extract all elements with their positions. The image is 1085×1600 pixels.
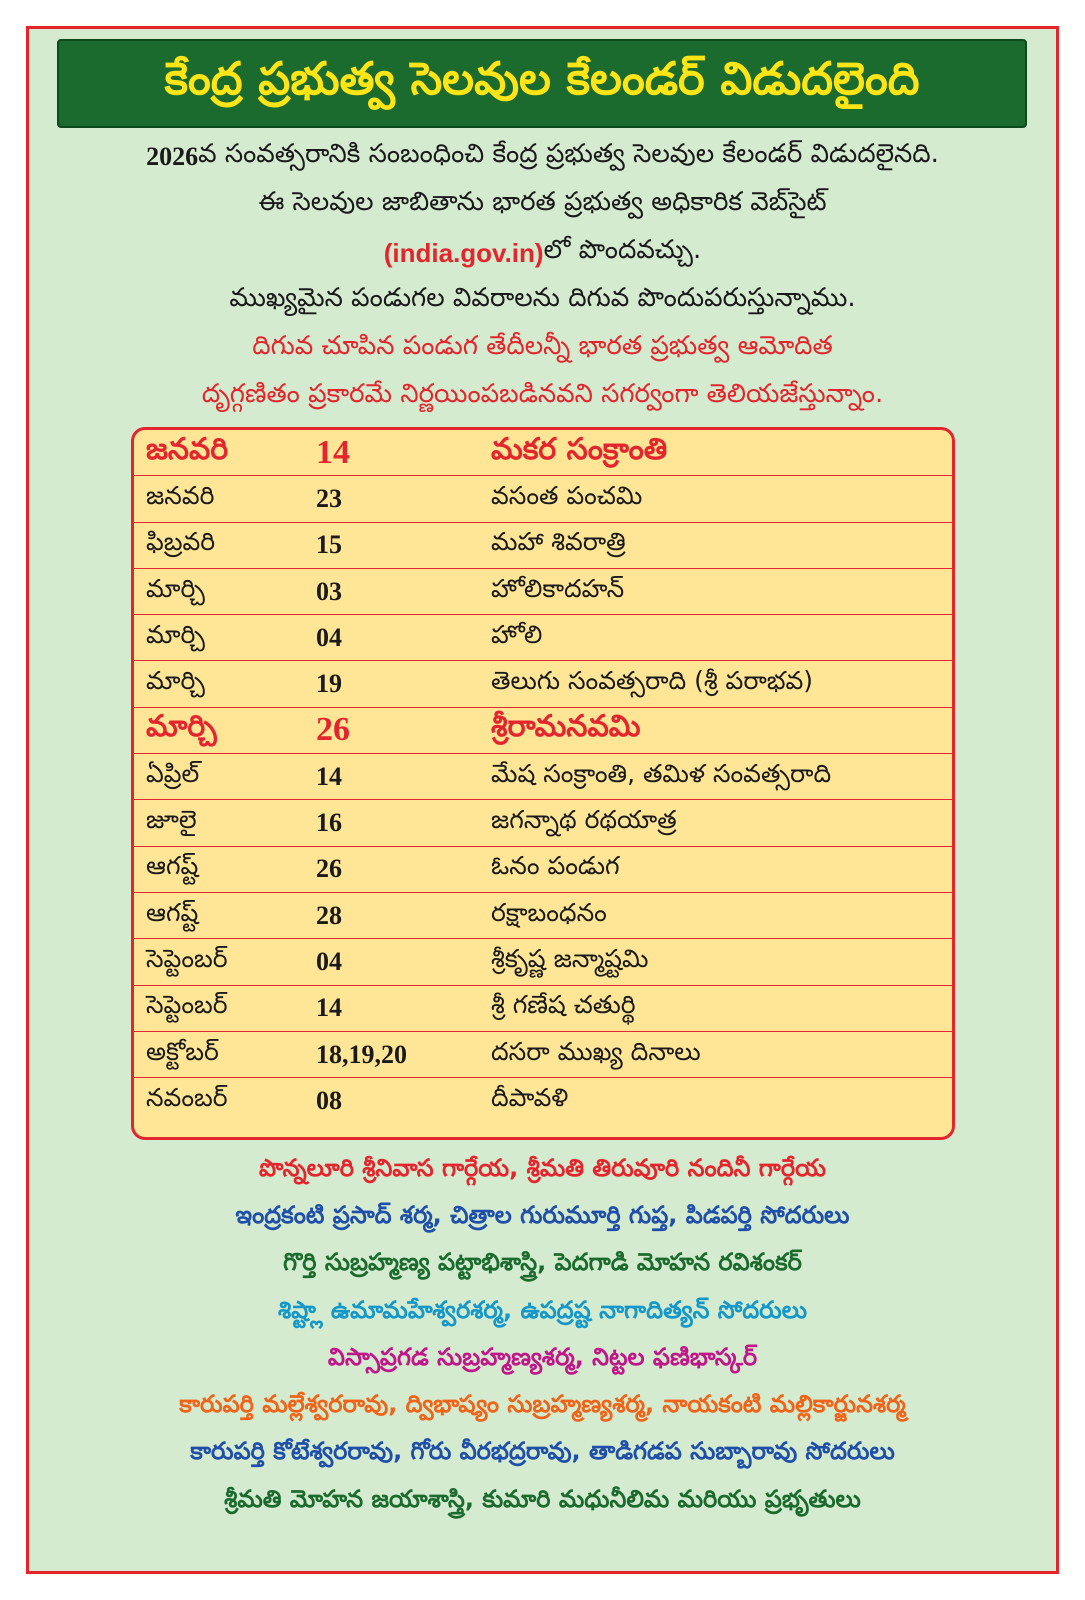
holiday-month: మార్చి (146, 619, 205, 649)
title-banner (57, 39, 1027, 128)
holiday-month: అక్టోబర్ (146, 1036, 219, 1066)
holiday-month: ఆగష్ట్ (146, 897, 199, 927)
holiday-festival: హోలికాదహన్ (491, 573, 625, 603)
holiday-festival: దీపావళి (491, 1083, 569, 1113)
holiday-date: 14 (316, 761, 342, 791)
credit-line: శిష్ట్లా ఉమామహేశ్వరశర్మ, ఉపద్రష్ట నాగాదిత్యన్ సోదరులు (277, 1295, 808, 1324)
holiday-festival: రక్షాబంధనం (491, 897, 607, 927)
holiday-month: ఆగష్ట్ (146, 851, 199, 881)
credit-line: పొన్నలూరి శ్రీనివాస గార్గేయ, శ్రీమతి తిరువూరి నందినీ గార్గేయ (258, 1153, 827, 1182)
holiday-date: 14 (316, 433, 350, 471)
holiday-month: జనవరి (146, 431, 229, 467)
holiday-row (134, 1078, 952, 1124)
website-link[interactable]: (india.gov.in) (383, 237, 544, 268)
holiday-date: 19 (316, 669, 342, 699)
holiday-month: మార్చి (146, 666, 205, 696)
holiday-row (134, 661, 952, 707)
holiday-month: మార్చి (146, 573, 205, 603)
holiday-date: 18,19,20 (316, 1039, 407, 1069)
holiday-festival: దసరా ముఖ్య దినాలు (491, 1036, 701, 1066)
holiday-row (134, 430, 952, 476)
holiday-month: మార్చి (146, 709, 217, 745)
holiday-date: 08 (316, 1086, 342, 1116)
holiday-month: నవంబర్ (146, 1083, 228, 1113)
intro-line-6: దృగ్గణితం ప్రకారమే నిర్ణయింపబడినవని సగర్వంగా తెలియజేస్తున్నాం. (201, 379, 884, 409)
holiday-festival: శ్రీకృష్ణ జన్మాష్టమి (491, 943, 649, 973)
holiday-row (134, 939, 952, 985)
holiday-row (134, 569, 952, 615)
holiday-festival: మకర సంక్రాంతి (491, 431, 668, 467)
holiday-date: 15 (316, 530, 342, 560)
credit-line: ఇంద్రకంటి ప్రసాద్ శర్మ, చిత్రాల గురుమూర్తి గుప్త, పిడపర్తి సోదరులు (235, 1200, 850, 1229)
holiday-row (134, 476, 952, 522)
holiday-date: 28 (316, 900, 342, 930)
holiday-row (134, 754, 952, 800)
holiday-festival: తెలుగు సంవత్సరాది (శ్రీ పరాభవ) (491, 666, 814, 696)
holiday-row (134, 893, 952, 939)
holiday-table (131, 427, 955, 1140)
holiday-date: 26 (316, 854, 342, 884)
holiday-row (134, 523, 952, 569)
year: 2026 (146, 142, 199, 171)
intro-text (29, 133, 1056, 421)
credits-list (29, 1147, 1056, 1525)
intro-line-5: దిగువ చూపిన పండుగ తేదీలన్నీ భారత ప్రభుత్వ ఆమోదిత (252, 331, 833, 361)
holiday-month: ఫిబ్రవరి (146, 527, 216, 557)
holiday-festival: మహా శివరాత్రి (491, 527, 626, 557)
credit-line: కారుపర్తి మల్లేశ్వరరావు, ద్విభాష్యం సుబ్రహ్మణ్యశర్మ, నాయకంటి మల్లికార్జునశర్మ (179, 1390, 906, 1419)
holiday-month: జూలై (146, 805, 197, 835)
page-title: కేంద్ర ప్రభుత్వ సెలవుల కేలండర్ విడుదలైంది (164, 51, 920, 105)
holiday-date: 16 (316, 808, 342, 838)
holiday-month: సెప్టెంబర్ (146, 943, 228, 973)
holiday-festival: జగన్నాథ రథయాత్ర (491, 805, 677, 835)
holiday-date: 14 (316, 993, 342, 1023)
holiday-row (134, 1032, 952, 1078)
holiday-month: జనవరి (146, 480, 215, 510)
credit-line: గొర్తి సుబ్రహ్మణ్య పట్టాభిశాస్త్రి, పెదగాడి మోహన రవిశంకర్ (283, 1248, 802, 1277)
intro-line-1: 2026 వ సంవత్సరానికి సంబంధించి కేంద్ర ప్రభుత్వ సెలవుల కేలండర్ విడుదలైనది. (146, 139, 939, 171)
holiday-row (134, 615, 952, 661)
intro-line-4: ముఖ్యమైన పండుగల వివరాలను దిగువ పొందుపరుస్తున్నాము. (229, 283, 856, 313)
holiday-festival: ఓనం పండుగ (491, 851, 620, 881)
holiday-date: 26 (316, 711, 350, 749)
poster-frame (26, 26, 1059, 1574)
credit-line: శ్రీమతి మోహన జయాశాస్త్రి, కుమారి మధునీలిమ మరియు ప్రభృతులు (224, 1484, 861, 1513)
credit-line: కారుపర్తి కోటేశ్వరరావు, గోరు వీరభద్రరావు, తాడిగడప సుబ్బారావు సోదరులు (190, 1437, 895, 1466)
holiday-festival: హోలి (491, 619, 543, 649)
holiday-row (134, 800, 952, 846)
intro-line-2: ఈ సెలవుల జాబితాను భారత ప్రభుత్వ అధికారిక వెబ్‌సైట్ (258, 187, 827, 217)
holiday-row (134, 708, 952, 754)
holiday-festival: వసంత పంచమి (491, 480, 643, 510)
holiday-date: 03 (316, 576, 342, 606)
intro-line-3: (india.gov.in) లో పొందవచ్చు. (383, 235, 702, 268)
holiday-festival: శ్రీరామనవమి (491, 709, 641, 745)
holiday-month: ఏప్రిల్ (146, 758, 200, 788)
holiday-date: 04 (316, 622, 342, 652)
credit-line: విస్సాప్రగడ సుబ్రహ్మణ్యశర్మ, నిట్టల ఫణిభాస్కర్ (327, 1342, 758, 1371)
holiday-date: 23 (316, 483, 342, 513)
holiday-row (134, 847, 952, 893)
holiday-festival: మేష సంక్రాంతి, తమిళ సంవత్సరాది (491, 758, 832, 788)
holiday-date: 04 (316, 946, 342, 976)
holiday-month: సెప్టెంబర్ (146, 990, 228, 1020)
holiday-festival: శ్రీ గణేష చతుర్థి (491, 990, 636, 1020)
holiday-row (134, 986, 952, 1032)
